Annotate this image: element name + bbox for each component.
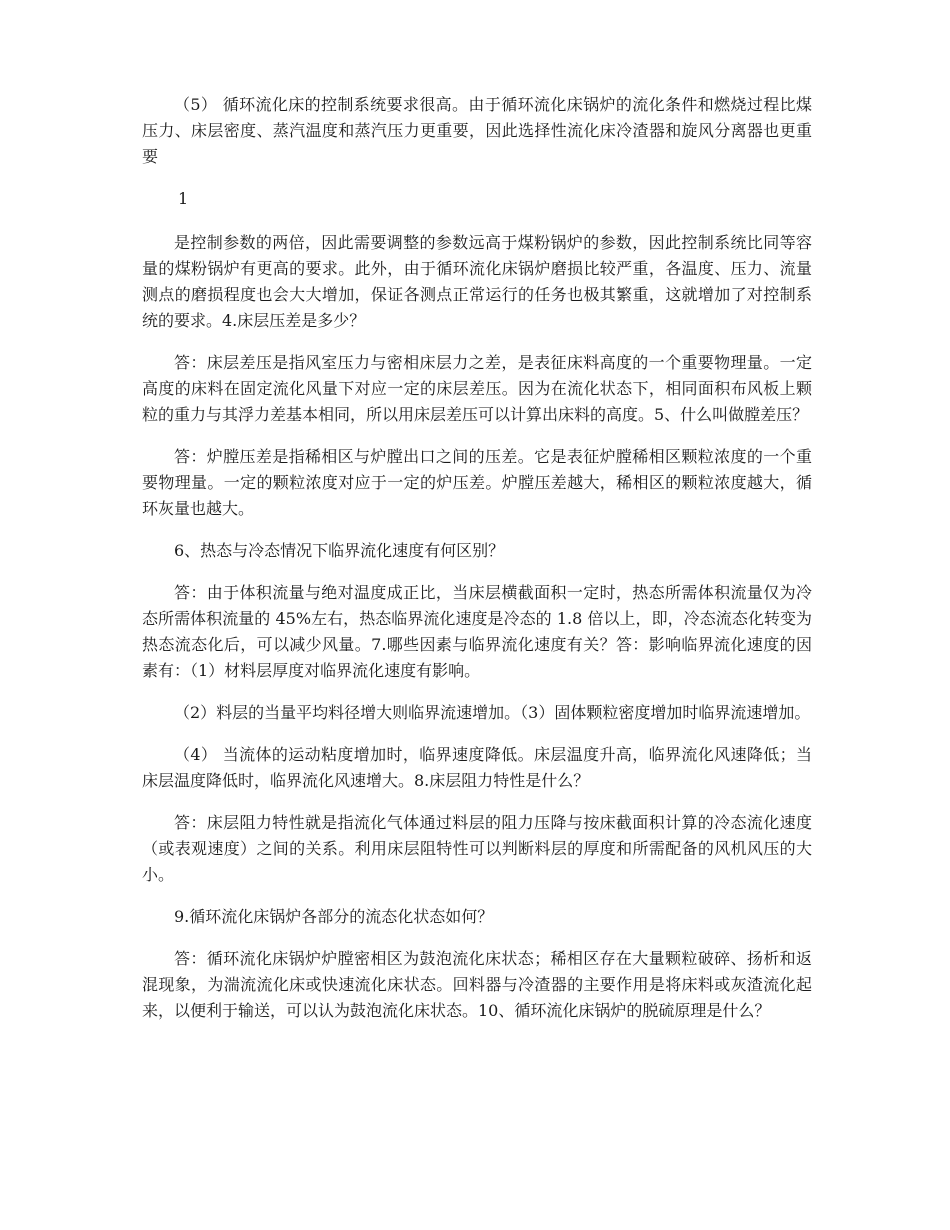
- paragraph-control-system: （5） 循环流化床的控制系统要求很高。由于循环流化床锅炉的流化条件和燃烧过程比煤压力、床层密度、蒸汽温度和蒸汽压力更重要，因此选择性流化床冷渣器和旋风分离器也更重要: [142, 95, 812, 166]
- paragraph-factor-4: （4） 当流体的运动粘度增加时，临界速度降低。床层温度升高，临界流化风速降低；当床层温度降低时，临界流化风速增大。8.床层阻力特性是什么？: [142, 745, 812, 790]
- question-9-heading: 9.循环流化床锅炉各部分的流态化状态如何？: [174, 907, 494, 926]
- paragraph-furnace-pressure-answer: 答：炉膛压差是指稀相区与炉膛出口之间的压差。它是表征炉膛稀相区颗粒浓度的一个重要物理量。一定的颗粒浓度对应于一定的炉压差。炉膛压差越大，稀相区的颗粒浓度越大，循环灰量也越大。: [142, 447, 812, 518]
- paragraph-bed-resistance-answer: 答：床层阻力特性就是指流化气体通过料层的阻力压降与按床截面积计算的冷态流化速度（或表观速度）之间的关系。利用床层阻特性可以判断料层的厚度和所需配备的风机风压的大小。: [142, 813, 812, 884]
- question-6-heading: 6、热态与冷态情况下临界流化速度有何区别？: [174, 541, 505, 560]
- paragraph-fluidization-state-answer: 答：循环流化床锅炉炉膛密相区为鼓泡流化床状态；稀相区存在大量颗粒破碎、扬析和返混现象，为湍流流化床或快速流化床状态。回料器与冷渣器的主要作用是将床料或灰渣流化起来，以便利于输送，可以认为鼓泡流化床状态。10、循环流化床锅炉的脱硫原理是什么？: [142, 949, 812, 1020]
- page-number: 1: [178, 189, 189, 208]
- paragraph-velocity-answer: 答：由于体积流量与绝对温度成正比，当床层横截面积一定时，热态所需体积流量仅为冷态所需体积流量的 45%左右，热态临界流化速度是冷态的 1.8 倍以上，即，冷态流态化转变为热态流态化后，可以减少风量。7.哪些因素与临界流化速度有关？答：影响临界流化速度的因素有：（1）材料层厚度对临界流化速度有影响。: [142, 583, 812, 680]
- paragraph-control-parameters: 是控制参数的两倍，因此需要调整的参数远高于煤粉锅炉的参数，因此控制系统比同等容量的煤粉锅炉有更高的要求。此外，由于循环流化床锅炉磨损比较严重，各温度、压力、流量测点的磨损程度也会大大增加，保证各测点正常运行的任务也极其繁重，这就增加了对控制系统的要求。4.床层压差是多少？: [142, 233, 812, 330]
- paragraph-bed-pressure-answer: 答：床层差压是指风室压力与密相床层力之差，是表征床料高度的一个重要物理量。一定高度的床料在固定流化风量下对应一定的床层差压。因为在流化状态下，相同面积布风板上颗粒的重力与其浮力差基本相同，所以用床层差压可以计算出床料的高度。5、什么叫做膛差压？: [142, 353, 812, 424]
- paragraph-factors-2-3: （2）料层的当量平均料径增大则临界流速增加。（3）固体颗粒密度增加时临界流速增加。: [174, 703, 811, 722]
- document-body: [142, 92, 812, 1040]
